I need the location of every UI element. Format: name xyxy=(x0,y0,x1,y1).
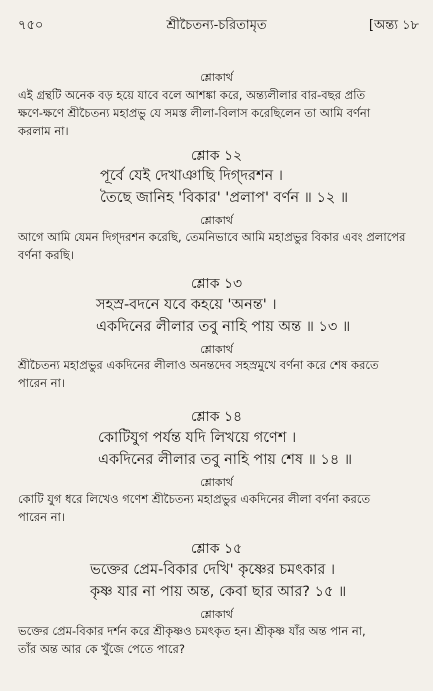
text-line: ভক্তের প্রেম-বিকার দর্শন করে শ্রীকৃষ্ণও চমৎকৃত হন। শ্রীকৃষ্ণ যাঁর অন্ত পান না, xyxy=(18,624,366,638)
verse-line: কৃষ্ণ যার না পায় অন্ত, কেবা ছার আর? ১৫ ॥ xyxy=(90,584,347,600)
page-number: ৭৫০ xyxy=(18,18,44,33)
translation-paragraph xyxy=(18,622,423,658)
text-line: পারেন না। xyxy=(18,510,65,524)
verse-line: সহস্র-বদনে যবে কহয়ে 'অনন্ত' । xyxy=(96,297,277,313)
text-line: পারেন না। xyxy=(18,376,65,390)
translation-heading: শ্লোকার্থ xyxy=(200,343,233,356)
verse-heading: শ্লোক ১৩ xyxy=(190,276,243,292)
section-marker: [অন্ত্য ১৮ xyxy=(368,18,419,33)
text-line: কোটি যুগ ধরে লিখেও গণেশ শ্রীচৈতন্য মহাপ্রভুর একদিনের লীলা বর্ণনা করতে xyxy=(18,492,371,506)
translation-heading: শ্লোকার্থ xyxy=(200,608,233,621)
verse-line: কোটিযুগ পর্যন্ত যদি লিখয়ে গণেশ । xyxy=(98,430,297,446)
translation-paragraph xyxy=(18,228,423,264)
text-line: বর্ণনা করছি। xyxy=(18,248,74,262)
verse-line: পূর্বে যেই দেখাঞাছি দিগ্‌দরশন । xyxy=(100,168,283,184)
translation-paragraph xyxy=(18,86,423,140)
verse-line: একদিনের লীলার তবু নাহি পায় শেষ ॥ ১৪ ॥ xyxy=(98,452,353,468)
text-line: করলাম না। xyxy=(18,124,69,138)
verse-heading: শ্লোক ১২ xyxy=(190,148,243,164)
verse-line: ভক্তের প্রেম-বিকার দেখি' কৃষ্ণের চমৎকার । xyxy=(90,562,336,578)
verse-heading: শ্লোক ১৫ xyxy=(190,541,243,557)
translation-heading: শ্লোকার্থ xyxy=(200,214,233,227)
translation-heading: শ্লোকার্থ xyxy=(200,476,233,489)
translation-heading: শ্লোকার্থ xyxy=(200,71,233,84)
text-line: এই গ্রন্থটি অনেক বড় হয়ে যাবে বলে আশঙ্কা করে, অন্ত্যলীলার বার-বছর প্রতি xyxy=(18,88,366,102)
text-line: তাঁর অন্ত আর কে খুঁজে পেতে পারে? xyxy=(18,642,185,656)
text-line: ক্ষণে-ক্ষণে শ্রীচৈতন্য মহাপ্রভু যে সমস্ত লীলা-বিলাস করেছিলেন তা আমি বর্ণনা xyxy=(18,106,371,120)
verse-line: তৈছে জানিহ 'বিকার' 'প্রলাপ' বর্ণন ॥ ১২ ॥ xyxy=(100,190,349,206)
running-title: শ্রীচৈতন্য-চরিতামৃত xyxy=(166,18,267,33)
text-line: আগে আমি যেমন দিগ্‌দরশন করেছি, তেমনিভাবে আমি মহাপ্রভুর বিকার এবং প্রলাপের xyxy=(18,230,406,244)
verse-heading: শ্লোক ১৪ xyxy=(190,409,243,425)
page-header xyxy=(10,16,423,36)
translation-paragraph xyxy=(18,356,423,392)
text-line: শ্রীচৈতন্য মহাপ্রভুর একদিনের লীলাও অনন্তদেব সহস্রমুখে বর্ণনা করে শেষ করতে xyxy=(18,358,379,372)
verse-line: একদিনের লীলার তবু নাহি পায় অন্ত ॥ ১৩ ॥ xyxy=(96,319,351,335)
translation-paragraph xyxy=(18,490,423,526)
